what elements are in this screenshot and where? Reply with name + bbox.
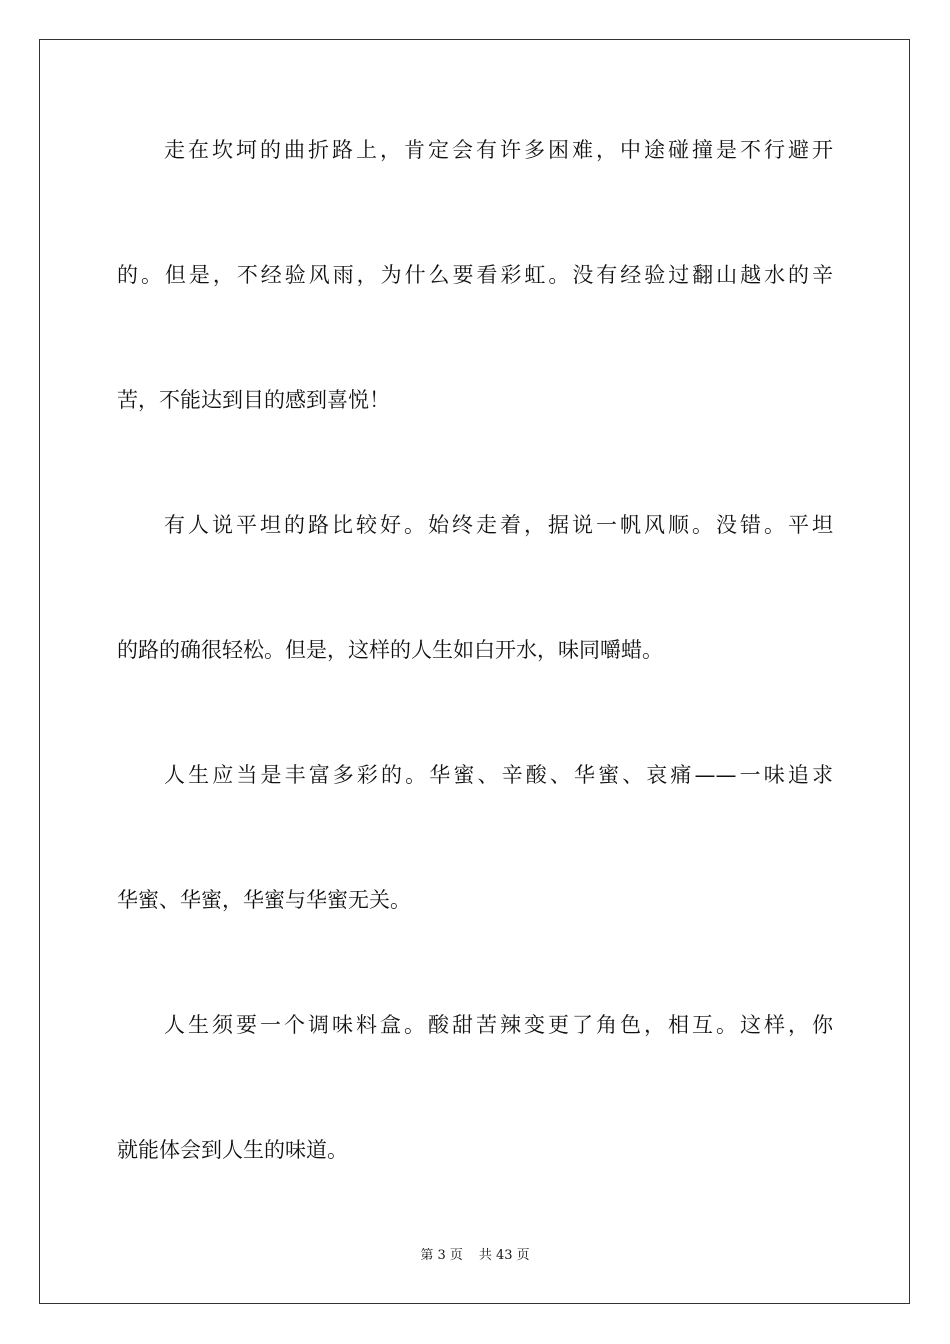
- paragraph-3-line-1: 人生应当是丰富多彩的。华蜜、辛酸、华蜜、哀痛——一味追求: [164, 763, 833, 787]
- paragraph-1-line-3: 苦，不能达到目的感到喜悦！: [117, 388, 390, 412]
- paragraph-2-line-1: 有人说平坦的路比较好。始终走着，据说一帆风顺。没错。平坦: [164, 513, 833, 537]
- page-footer: [0, 1247, 950, 1265]
- paragraph-4-line-2: 就能体会到人生的味道。: [117, 1138, 348, 1162]
- paragraph-3-line-2: 华蜜、华蜜，华蜜与华蜜无关。: [117, 888, 411, 912]
- page-total: 共 43 页: [478, 1248, 530, 1263]
- paragraph-1-line-2: 的。但是，不经验风雨，为什么要看彩虹。没有经验过翻山越水的辛: [117, 263, 833, 287]
- paragraph-4-line-1: 人生须要一个调味料盒。酸甜苦辣变更了角色，相互。这样，你: [164, 1013, 833, 1037]
- page-number: 第 3 页: [420, 1248, 463, 1263]
- page-border: [39, 39, 910, 1304]
- paragraph-1-line-1: 走在坎坷的曲折路上，肯定会有许多困难，中途碰撞是不行避开: [164, 138, 833, 162]
- paragraph-2-line-2: 的路的确很轻松。但是，这样的人生如白开水，味同嚼蜡。: [117, 638, 663, 662]
